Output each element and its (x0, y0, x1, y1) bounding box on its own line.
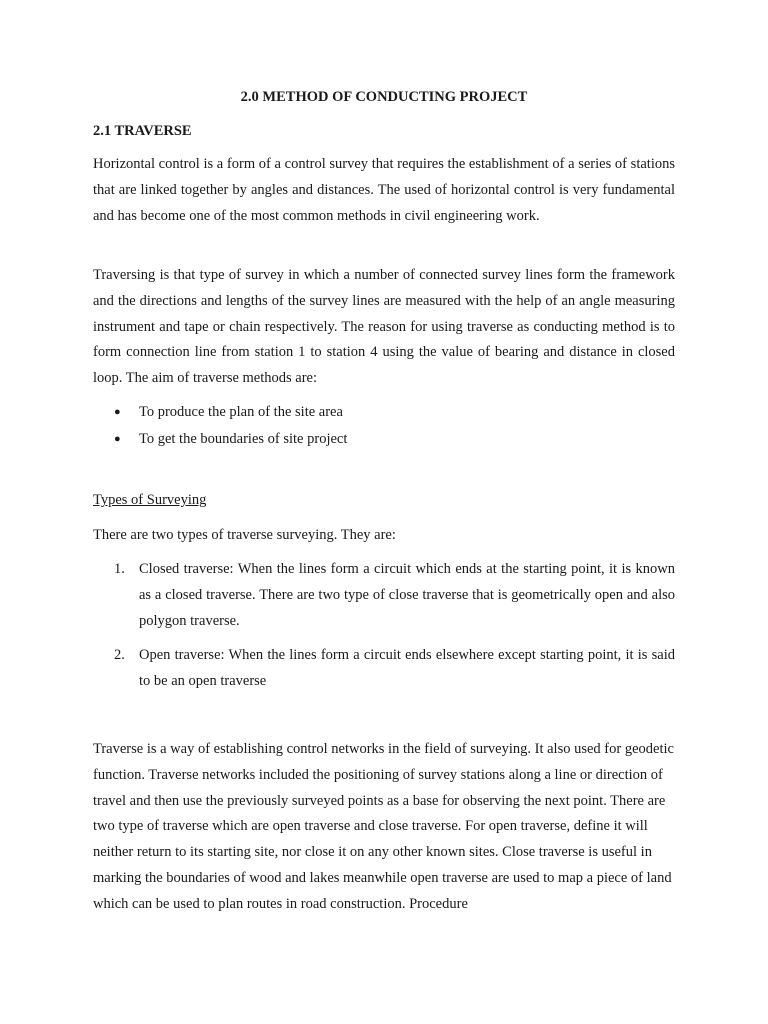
types-intro: There are two types of traverse surveying. They are: (93, 527, 396, 543)
bullet-dot-icon: ● (114, 433, 121, 445)
paragraph-horizontal-control: Horizontal control is a form of a control survey that requires the establishment of a series of stations that are linked together by angles and distances. The used of horizontal control is very fundamental and has become one of the most common methods in civil engineering work. (93, 156, 675, 224)
document-title: 2.0 METHOD OF CONDUCTING PROJECT (240, 89, 528, 105)
numbered-item-closed-traverse (93, 557, 675, 634)
list-number: 1. (114, 561, 125, 577)
list-item (93, 643, 675, 695)
list-item (93, 427, 675, 454)
list-item (93, 557, 675, 634)
aims-bullet-list (93, 400, 675, 454)
list-item-text: Closed traverse: When the lines form a circuit which ends at the starting point, it is known as a closed traverse. There are two type of close traverse that is geometrically open and also polygon traverse. (139, 561, 675, 629)
section-heading: 2.1 TRAVERSE (93, 123, 192, 139)
numbered-item-open-traverse (93, 643, 675, 695)
list-item (93, 400, 675, 427)
bullet-text: To get the boundaries of site project (139, 431, 348, 447)
paragraph-traverse-networks: Traverse is a way of establishing control networks in the field of surveying. It also used for geodetic function. Traverse networks included the positioning of survey stations along a line or direction of travel and then use the previously surveyed points as a base for observing the next point. There are two type of traverse which are open traverse and close traverse. For open traverse, define it will neither return to its starting site, nor close it on any other known sites. Close traverse is useful in marking the boundaries of wood and lakes meanwhile open traverse are used to map a piece of land which can be used to plan routes in road construction. Procedure (93, 741, 674, 912)
subheading-types-of-surveying: Types of Surveying (93, 492, 207, 508)
list-number: 2. (114, 647, 125, 663)
paragraph-traversing: Traversing is that type of survey in which a number of connected survey lines form the framework and the directions and lengths of the survey lines are measured with the help of an angle measuring instrument and tape or chain respectively. The reason for using traverse as conducting method is to form connection line from station 1 to station 4 using the value of bearing and distance in closed loop. The aim of traverse methods are: (93, 267, 675, 387)
list-item-text: Open traverse: When the lines form a circuit ends elsewhere except starting point, it is said to be an open traverse (139, 647, 675, 689)
bullet-dot-icon: ● (114, 406, 121, 418)
bullet-text: To produce the plan of the site area (139, 404, 343, 420)
